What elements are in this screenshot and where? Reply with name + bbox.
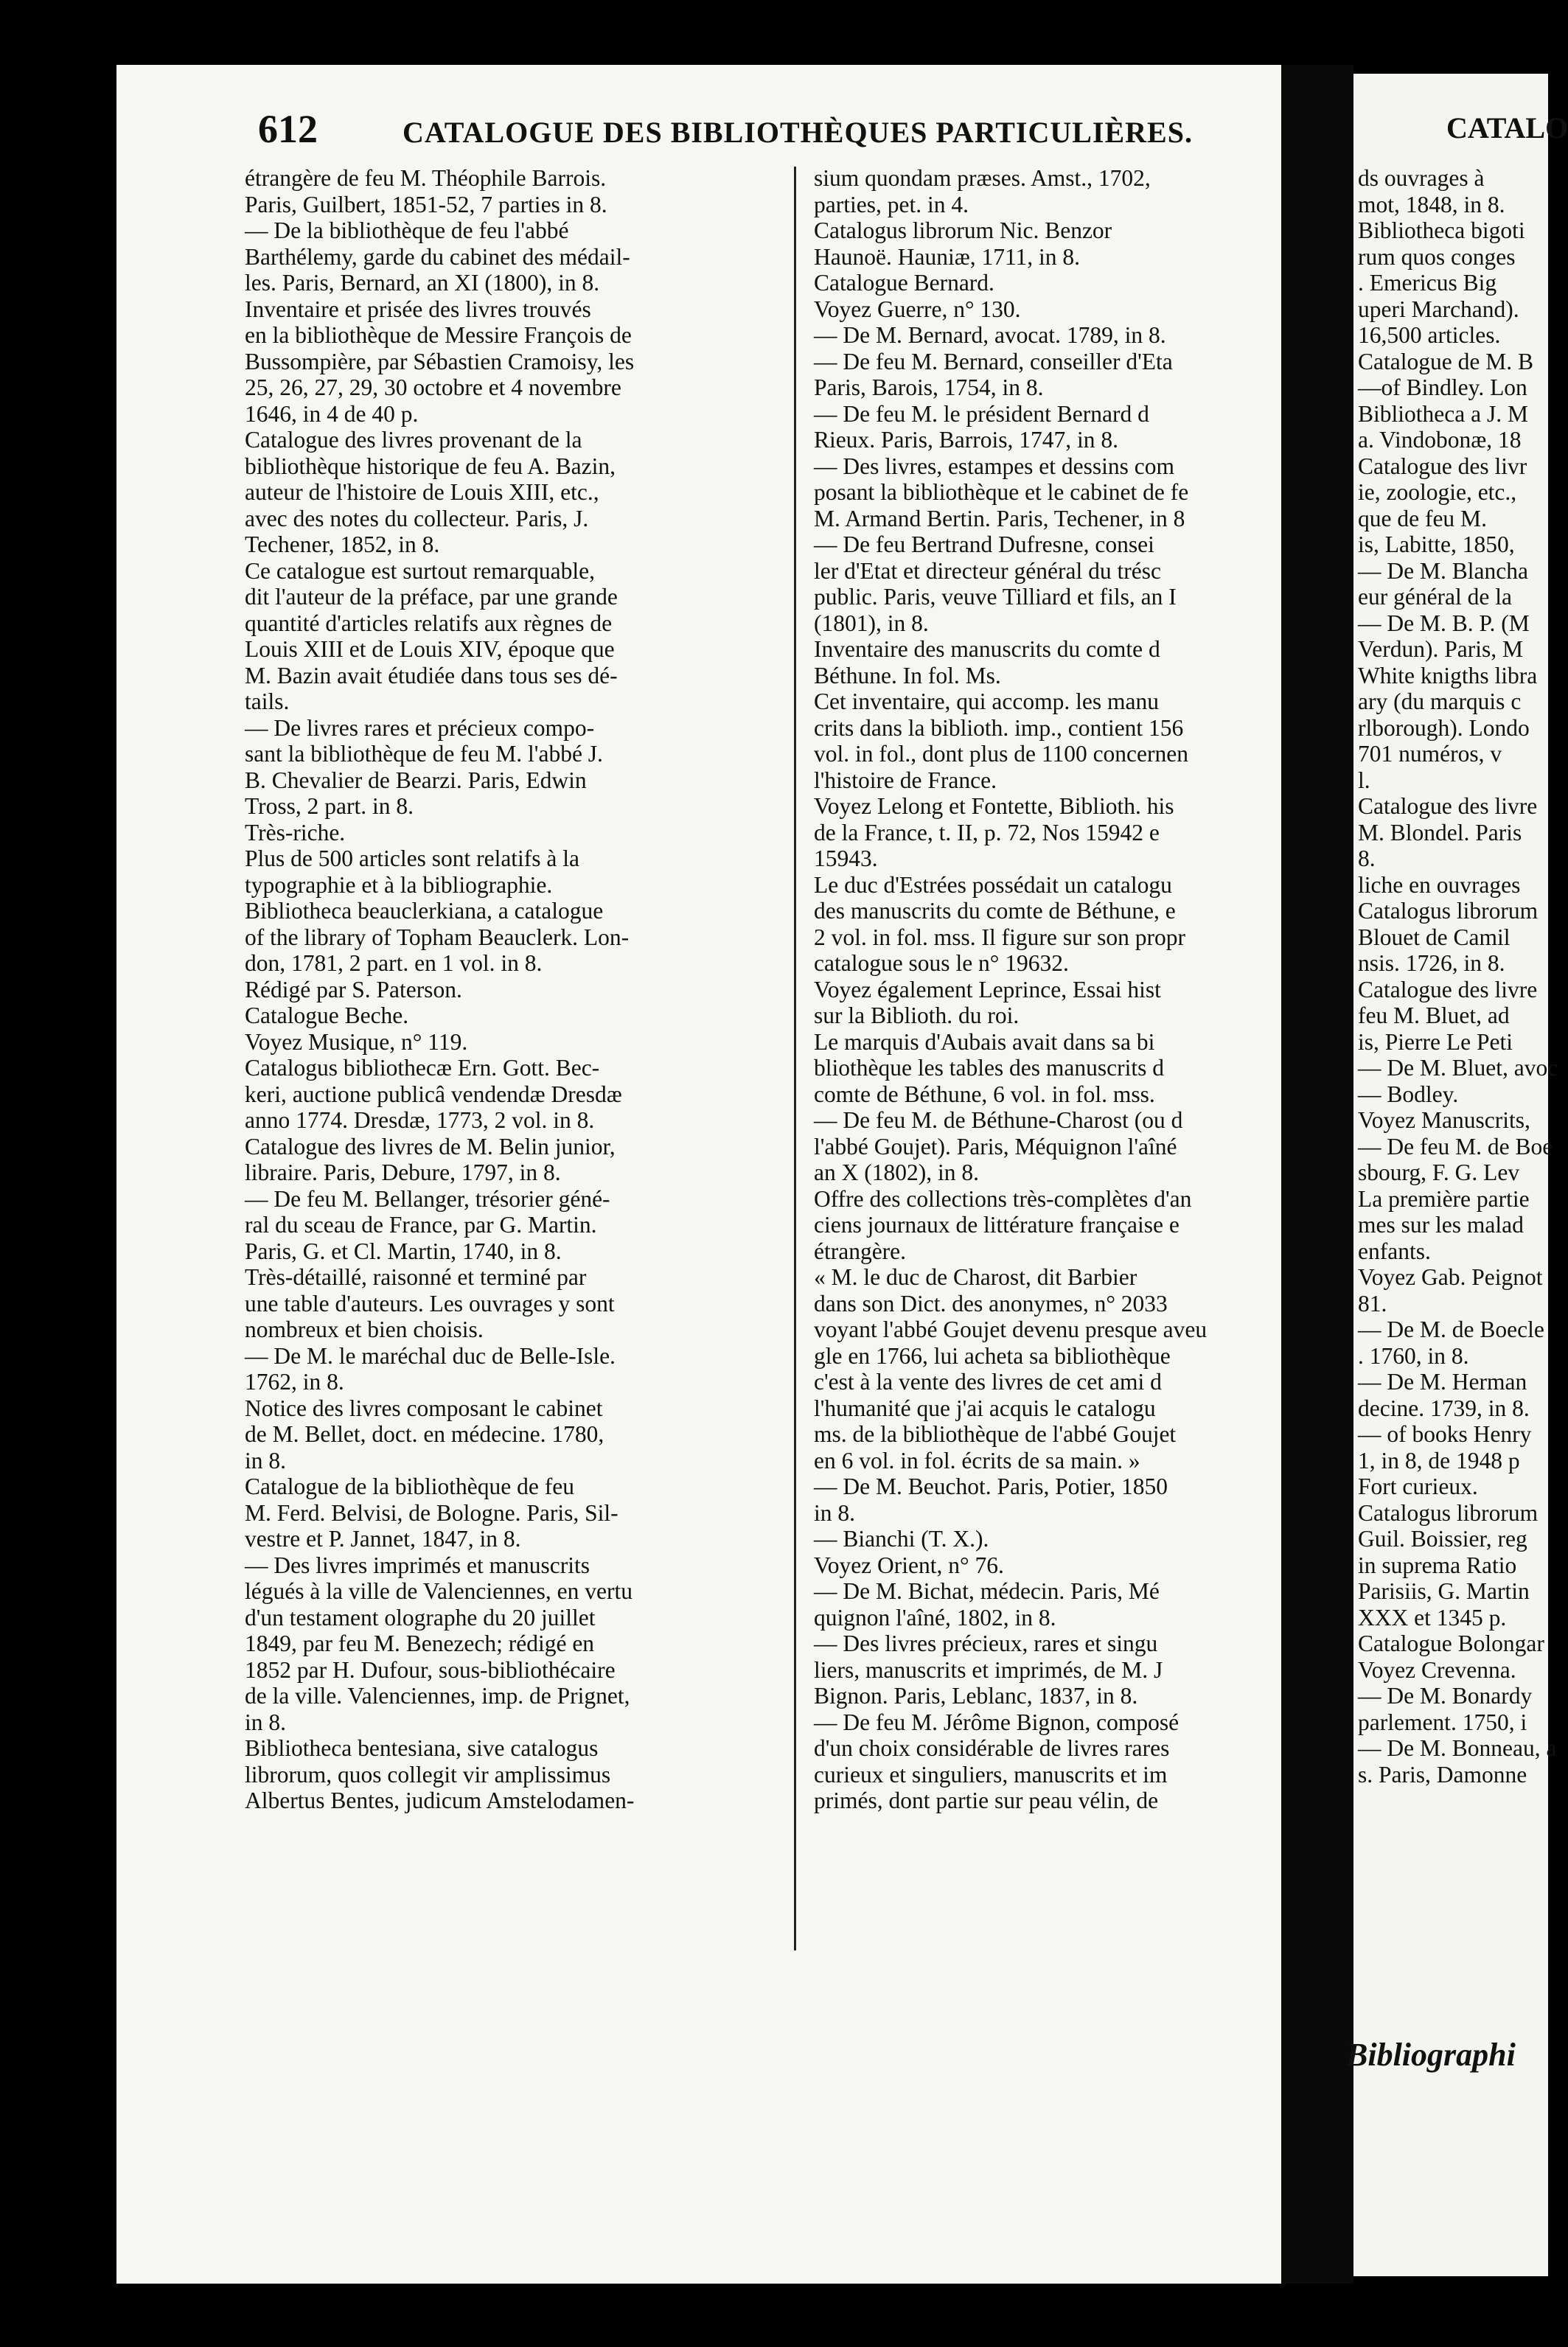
- text-line: primés, dont partie sur peau vélin, de: [814, 1788, 1159, 1813]
- text-line: — Bianchi (T. X.).: [814, 1526, 989, 1552]
- text-line: l'histoire de France.: [814, 767, 997, 793]
- text-line: — De feu M. Bellanger, trésorier géné-: [245, 1185, 610, 1212]
- text-line: feu M. Bluet, ad: [1358, 1002, 1510, 1028]
- text-line: de la ville. Valenciennes, imp. de Prignet,: [245, 1683, 630, 1709]
- text-line: ciens journaux de littérature française e: [814, 1212, 1180, 1238]
- text-line: Paris, Guilbert, 1851-52, 7 parties in 8.: [245, 191, 607, 217]
- text-line: dans son Dict. des anonymes, n° 2033: [814, 1290, 1168, 1317]
- text-line: is, Pierre Le Peti: [1358, 1028, 1513, 1055]
- page-number: 612: [258, 107, 318, 151]
- text-line: Notice des livres composant le cabinet: [245, 1395, 603, 1421]
- text-line: nombreux et bien choisis.: [245, 1317, 484, 1342]
- text-line: 25, 26, 27, 29, 30 octobre et 4 novembre: [245, 374, 621, 400]
- text-line: — De feu M. Jérôme Bignon, composé: [814, 1709, 1180, 1735]
- text-line: ds ouvrages à: [1358, 165, 1485, 191]
- text-line: (1801), in 8.: [814, 610, 929, 636]
- text-line: . Emericus Big: [1358, 270, 1497, 296]
- text-line: Parisiis, G. Martin: [1358, 1578, 1530, 1604]
- text-line: sium quondam præses. Amst., 1702,: [814, 165, 1151, 191]
- text-line: c'est à la vente des livres de cet ami d: [814, 1369, 1162, 1395]
- text-line: Rieux. Paris, Barrois, 1747, in 8.: [814, 427, 1118, 453]
- text-line: Bussompière, par Sébastien Cramoisy, les: [245, 348, 635, 374]
- text-line: Offre des collections très-complètes d'an: [814, 1185, 1192, 1212]
- text-line: — De M. Blancha: [1358, 557, 1528, 584]
- text-line: — De M. Bichat, médecin. Paris, Mé: [814, 1578, 1160, 1604]
- text-line: —of Bindley. Lon: [1358, 374, 1527, 400]
- text-line: vol. in fol., dont plus de 1100 concernen: [814, 741, 1188, 767]
- text-line: — De feu Bertrand Dufresne, consei: [814, 531, 1154, 557]
- text-line: ary (du marquis c: [1358, 688, 1522, 714]
- text-line: Albertus Bentes, judicum Amstelodamen-: [245, 1788, 635, 1813]
- text-line: crits dans la biblioth. imp., contient 156: [814, 714, 1184, 741]
- text-line: Catalogus librorum Nic. Benzor: [814, 217, 1112, 243]
- text-line: of the library of Topham Beauclerk. Lon-: [245, 924, 630, 950]
- text-line: Verdun). Paris, M: [1358, 636, 1523, 662]
- text-line: ms. de la bibliothèque de l'abbé Goujet: [814, 1421, 1177, 1447]
- text-line: 1852 par H. Dufour, sous-bibliothécaire: [245, 1656, 616, 1683]
- text-line: keri, auctione publicâ vendendæ Dresdæ: [245, 1081, 622, 1107]
- text-line: une table d'auteurs. Les ouvrages y sont: [245, 1290, 615, 1317]
- text-line: Paris, Barois, 1754, in 8.: [814, 374, 1044, 400]
- text-line: Bibliotheca beauclerkiana, a catalogue: [245, 898, 604, 924]
- text-line: Catalogue des livr: [1358, 453, 1527, 479]
- text-line: Bibliotheca bentesiana, sive catalogus: [245, 1735, 599, 1761]
- text-line: avec des notes du collecteur. Paris, J.: [245, 505, 589, 531]
- right-page-column: [1358, 165, 1558, 1788]
- text-line: Très-détaillé, raisonné et terminé par: [245, 1264, 587, 1290]
- text-line: mot, 1848, in 8.: [1358, 191, 1505, 217]
- text-line: Voyez Gab. Peignot: [1358, 1264, 1543, 1290]
- text-line: Haunoë. Hauniæ, 1711, in 8.: [814, 243, 1081, 270]
- text-line: 1849, par feu M. Benezech; rédigé en: [245, 1631, 595, 1656]
- text-line: Catalogue Beche.: [245, 1002, 409, 1028]
- text-line: 1762, in 8.: [245, 1369, 344, 1395]
- text-line: Techener, 1852, in 8.: [245, 531, 440, 557]
- text-line: étrangère de feu M. Théophile Barrois.: [245, 165, 607, 191]
- text-line: Bibliotheca bigoti: [1358, 217, 1525, 243]
- text-line: Catalogus librorum: [1358, 1499, 1539, 1526]
- text-line: — De M. Bonneau, a: [1358, 1735, 1557, 1761]
- middle-column: [814, 165, 1287, 1814]
- text-line: Le duc d'Estrées possédait un catalogu: [814, 871, 1172, 898]
- text-line: auteur de l'histoire de Louis XIII, etc.,: [245, 479, 599, 505]
- text-line: — Des livres précieux, rares et singu: [814, 1631, 1158, 1656]
- text-line: — De livres rares et précieux compo-: [245, 714, 595, 741]
- text-line: Voyez Lelong et Fontette, Biblioth. his: [814, 793, 1174, 819]
- text-line: 1, in 8, de 1948 p: [1358, 1447, 1520, 1474]
- text-line: enfants.: [1358, 1238, 1431, 1264]
- text-line: l'humanité que j'ai acquis le catalogu: [814, 1395, 1156, 1421]
- text-line: rum quos conges: [1358, 243, 1516, 270]
- text-line: — Des livres, estampes et dessins com: [814, 453, 1175, 479]
- text-line: catalogue sous le n° 19632.: [814, 950, 1069, 976]
- text-line: — De feu M. de Boe: [1358, 1133, 1553, 1159]
- text-line: B. Chevalier de Bearzi. Paris, Edwin: [245, 767, 587, 793]
- right-running-title: CATALO: [1446, 111, 1568, 144]
- text-line: mes sur les malad: [1358, 1212, 1524, 1238]
- text-line: libraire. Paris, Debure, 1797, in 8.: [245, 1159, 561, 1185]
- text-line: sbourg, F. G. Lev: [1358, 1159, 1520, 1185]
- text-line: ler d'Etat et directeur général du trésc: [814, 557, 1161, 584]
- text-line: M. Armand Bertin. Paris, Techener, in 8: [814, 505, 1185, 531]
- text-line: Voyez également Leprince, Essai hist: [814, 976, 1161, 1002]
- text-line: Voyez Musique, n° 119.: [245, 1028, 468, 1055]
- text-line: 701 numéros, v: [1358, 741, 1502, 767]
- text-line: de M. Bellet, doct. en médecine. 1780,: [245, 1421, 604, 1447]
- text-line: « M. le duc de Charost, dit Barbier: [814, 1264, 1137, 1290]
- text-line: quantité d'articles relatifs aux règnes de: [245, 610, 613, 636]
- text-line: in 8.: [814, 1499, 856, 1526]
- text-line: liche en ouvrages: [1358, 871, 1521, 898]
- text-line: in 8.: [245, 1447, 287, 1474]
- text-line: in suprema Ratio: [1358, 1552, 1517, 1578]
- text-line: is, Labitte, 1850,: [1358, 531, 1515, 557]
- text-line: s. Paris, Damonne: [1358, 1761, 1527, 1788]
- text-line: Catalogue de la bibliothèque de feu: [245, 1474, 574, 1499]
- text-line: rlborough). Londo: [1358, 714, 1530, 741]
- text-line: bliothèque les tables des manuscrits d: [814, 1055, 1165, 1081]
- text-line: Louis XIII et de Louis XIV, époque que: [245, 636, 615, 662]
- text-line: 15943.: [814, 845, 878, 871]
- text-line: eur général de la: [1358, 584, 1512, 610]
- text-line: La première partie: [1358, 1185, 1530, 1212]
- text-line: des manuscrits du comte de Béthune, e: [814, 898, 1176, 924]
- text-line: Ce catalogue est surtout remarquable,: [245, 557, 595, 584]
- text-line: Fort curieux.: [1358, 1474, 1478, 1499]
- text-line: — Bodley.: [1358, 1081, 1459, 1107]
- text-line: Béthune. In fol. Ms.: [814, 662, 1001, 688]
- text-line: 81.: [1358, 1290, 1387, 1317]
- text-line: tails.: [245, 688, 290, 714]
- text-line: — De M. B. P. (M: [1358, 610, 1530, 636]
- text-line: 2 vol. in fol. mss. Il figure sur son propr: [814, 924, 1185, 950]
- text-line: Tross, 2 part. in 8.: [245, 793, 414, 819]
- text-line: ie, zoologie, etc.,: [1358, 479, 1517, 505]
- text-line: 1646, in 4 de 40 p.: [245, 400, 419, 427]
- text-line: uperi Marchand).: [1358, 296, 1519, 322]
- text-line: Catalogue des livres de M. Belin junior,: [245, 1133, 616, 1159]
- text-line: en 6 vol. in fol. écrits de sa main. »: [814, 1447, 1140, 1474]
- text-line: White knigths libra: [1358, 662, 1538, 688]
- text-line: parlement. 1750, i: [1358, 1709, 1527, 1735]
- text-line: Voyez Crevenna.: [1358, 1656, 1516, 1683]
- text-line: decine. 1739, in 8.: [1358, 1395, 1530, 1421]
- text-line: quignon l'aîné, 1802, in 8.: [814, 1604, 1056, 1631]
- text-line: an X (1802), in 8.: [814, 1159, 979, 1185]
- text-line: Cet inventaire, qui accomp. les manu: [814, 688, 1159, 714]
- text-line: vestre et P. Jannet, 1847, in 8.: [245, 1526, 521, 1552]
- text-line: — De M. Bluet, avoc: [1358, 1055, 1558, 1081]
- text-line: — De M. Bernard, avocat. 1789, in 8.: [814, 322, 1166, 348]
- text-line: Catalogue des livre: [1358, 793, 1538, 819]
- text-line: liers, manuscrits et imprimés, de M. J: [814, 1656, 1163, 1683]
- text-line: comte de Béthune, 6 vol. in fol. mss.: [814, 1081, 1155, 1107]
- text-line: Catalogue des livre: [1358, 976, 1538, 1002]
- text-line: — De M. de Boecle: [1358, 1317, 1544, 1342]
- text-line: dit l'auteur de la préface, par une grande: [245, 584, 618, 610]
- text-line: d'un testament olographe du 20 juillet: [245, 1604, 596, 1631]
- text-line: — De M. Beuchot. Paris, Potier, 1850: [814, 1474, 1168, 1499]
- text-line: Guil. Boissier, reg: [1358, 1526, 1527, 1552]
- text-line: Plus de 500 articles sont relatifs à la: [245, 845, 580, 871]
- text-line: gle en 1766, lui acheta sa bibliothèque: [814, 1342, 1171, 1369]
- text-line: in 8.: [245, 1709, 287, 1735]
- text-line: typographie et à la bibliographie.: [245, 871, 553, 898]
- text-line: sant la bibliothèque de feu M. l'abbé J.: [245, 741, 603, 767]
- text-line: a. Vindobonæ, 18: [1358, 427, 1522, 453]
- text-line: Bignon. Paris, Leblanc, 1837, in 8.: [814, 1683, 1138, 1709]
- text-line: — Des livres imprimés et manuscrits: [245, 1552, 590, 1578]
- text-line: Voyez Guerre, n° 130.: [814, 296, 1021, 322]
- text-line: — De M. Herman: [1358, 1369, 1527, 1395]
- text-line: Catalogue Bernard.: [814, 270, 994, 296]
- text-line: anno 1774. Dresdæ, 1773, 2 vol. in 8.: [245, 1107, 595, 1133]
- text-line: Catalogus bibliothecæ Ern. Gott. Bec-: [245, 1055, 600, 1081]
- text-line: — De feu M. Bernard, conseiller d'Eta: [814, 348, 1173, 374]
- text-line: légués à la ville de Valenciennes, en vertu: [245, 1578, 633, 1604]
- running-title: CATALOGUE DES BIBLIOTHÈQUES PARTICULIÈRES.: [403, 116, 1193, 149]
- text-line: Catalogue des livres provenant de la: [245, 427, 582, 453]
- text-line: Catalogue Bolongar: [1358, 1631, 1544, 1656]
- text-line: M. Blondel. Paris: [1358, 819, 1522, 845]
- text-line: — De M. Bonardy: [1358, 1683, 1533, 1709]
- text-line: Voyez Manuscrits,: [1358, 1107, 1530, 1133]
- text-line: Voyez Orient, n° 76.: [814, 1552, 1004, 1578]
- text-line: voyant l'abbé Goujet devenu presque aveu: [814, 1317, 1208, 1342]
- text-line: d'un choix considérable de livres rares: [814, 1735, 1170, 1761]
- text-line: curieux et singuliers, manuscrits et im: [814, 1761, 1168, 1788]
- text-line: Inventaire des manuscrits du comte d: [814, 636, 1160, 662]
- text-line: que de feu M.: [1358, 505, 1487, 531]
- text-line: étrangère.: [814, 1238, 907, 1264]
- left-column: [245, 165, 774, 1814]
- text-line: sur la Biblioth. du roi.: [814, 1002, 1020, 1028]
- text-line: l.: [1358, 767, 1370, 793]
- text-line: M. Ferd. Belvisi, de Bologne. Paris, Sil-: [245, 1499, 619, 1526]
- text-line: 16,500 articles.: [1358, 322, 1501, 348]
- text-line: Blouet de Camil: [1358, 924, 1510, 950]
- text-line: XXX et 1345 p.: [1358, 1604, 1507, 1631]
- text-line: Bibliotheca a J. M: [1358, 400, 1528, 427]
- text-line: Barthélemy, garde du cabinet des médail-: [245, 243, 630, 270]
- text-line: 8.: [1358, 845, 1376, 871]
- column-divider: [794, 167, 796, 1950]
- text-line: M. Bazin avait étudiée dans tous ses dé-: [245, 662, 618, 688]
- text-line: ral du sceau de France, par G. Martin.: [245, 1212, 597, 1238]
- text-line: . 1760, in 8.: [1358, 1342, 1469, 1369]
- text-line: Rédigé par S. Paterson.: [245, 976, 462, 1002]
- text-line: — De la bibliothèque de feu l'abbé: [245, 217, 569, 243]
- text-line: Catalogus librorum: [1358, 898, 1539, 924]
- text-line: Le marquis d'Aubais avait dans sa bi: [814, 1028, 1155, 1055]
- right-page-footer: Bibliographi: [1346, 2037, 1516, 2073]
- text-line: Inventaire et prisée des livres trouvés: [245, 296, 591, 322]
- text-line: — De feu M. le président Bernard d: [814, 400, 1149, 427]
- text-line: — of books Henry: [1358, 1421, 1532, 1447]
- text-line: l'abbé Goujet). Paris, Méquignon l'aîné: [814, 1133, 1177, 1159]
- text-line: Catalogue de M. B: [1358, 348, 1533, 374]
- text-line: don, 1781, 2 part. en 1 vol. in 8.: [245, 950, 543, 976]
- text-line: parties, pet. in 4.: [814, 191, 969, 217]
- text-line: les. Paris, Bernard, an XI (1800), in 8.: [245, 270, 600, 296]
- text-line: Paris, G. et Cl. Martin, 1740, in 8.: [245, 1238, 562, 1264]
- text-line: — De M. le maréchal duc de Belle-Isle.: [245, 1342, 616, 1369]
- text-line: de la France, t. II, p. 72, Nos 15942 e: [814, 819, 1160, 845]
- text-line: posant la bibliothèque et le cabinet de fe: [814, 479, 1189, 505]
- text-line: — De feu M. de Béthune-Charost (ou d: [814, 1107, 1183, 1133]
- text-line: librorum, quos collegit vir amplissimus: [245, 1761, 611, 1788]
- text-line: bibliothèque historique de feu A. Bazin,: [245, 453, 616, 479]
- text-line: public. Paris, veuve Tilliard et fils, an I: [814, 584, 1177, 610]
- text-line: nsis. 1726, in 8.: [1358, 950, 1505, 976]
- text-line: Très-riche.: [245, 819, 346, 845]
- text-line: en la bibliothèque de Messire François de: [245, 322, 632, 348]
- page-gutter: [1281, 65, 1353, 2284]
